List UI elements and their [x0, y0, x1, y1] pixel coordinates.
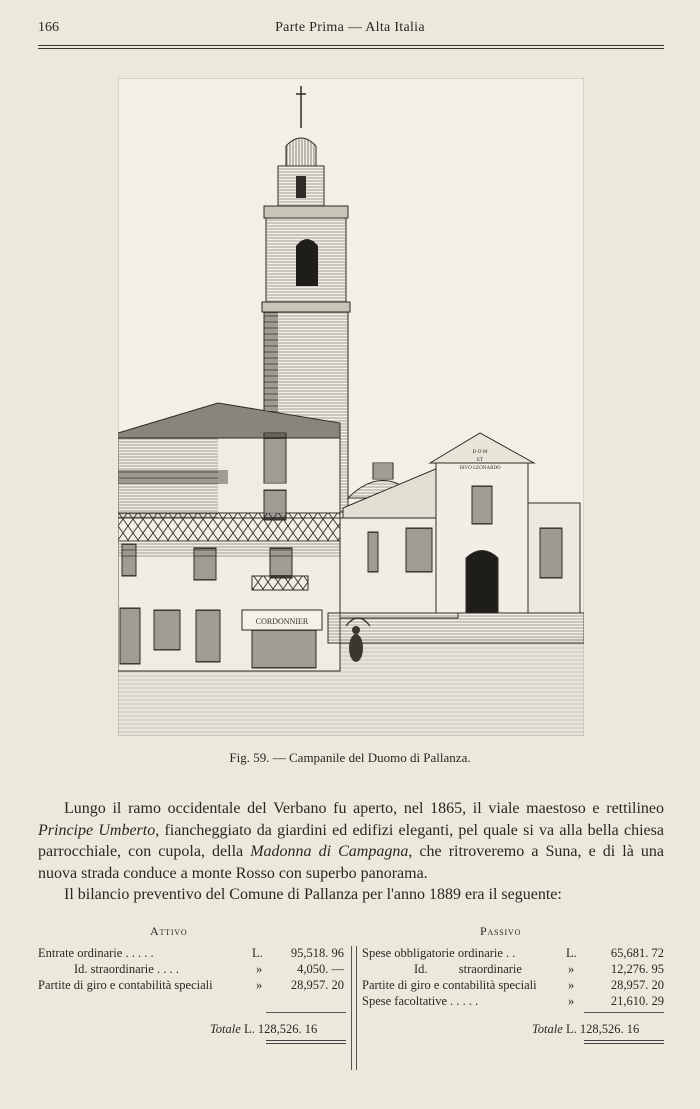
left-building	[118, 403, 340, 671]
passivo-sum-rule	[584, 1012, 664, 1013]
running-head: Parte Prima — Alta Italia	[275, 20, 425, 35]
attivo-heading: Attivo	[150, 924, 188, 938]
page-number: 166	[38, 20, 59, 35]
attivo-row: Partite di giro e contabilità speciali » 28,957. 20	[38, 978, 344, 992]
inscription-line1: D·O·M	[472, 450, 488, 455]
paragraph-1: Lungo il ramo occidentale del Verbano fu aperto, nel 1865, il viale maestoso e rettilineo Principe Umberto, fiancheggiato da giardini ed edifizi eleganti, pel quale si va alla bella chiesa parrocchiale, con cupola, della Madonna di Campagna, che ritroveremo a Suna, e di là una nuova strada conduce a monte Rosso con superbo panorama.	[38, 800, 664, 882]
inscription-line3: DIVO LEONARDO	[459, 466, 501, 471]
column-divider	[351, 946, 357, 1070]
passivo-total-rule	[584, 1040, 664, 1044]
shop-sign: CORDONNIER	[255, 617, 309, 626]
paragraph-2: Il bilancio preventivo del Comune di Pallanza per l'anno 1889 era il seguente:	[64, 886, 562, 903]
passivo-row: Spese facoltative . . . . . » 21,610. 29	[362, 994, 664, 1008]
attivo-column	[38, 946, 346, 994]
passivo-total: Totale L. 128,526. 16	[532, 1022, 640, 1036]
passivo-row: Partite di giro e contabilità speciali » 28,957. 20	[362, 978, 664, 992]
attivo-row: Entrate ordinarie . . . . . L. 95,518. 96	[38, 946, 344, 960]
attivo-total: Totale L. 128,526. 16	[210, 1022, 318, 1036]
passivo-column	[362, 946, 664, 1010]
figure-caption: Fig. 59. — Campanile del Duomo di Pallanza.	[229, 750, 471, 765]
header-rule	[38, 45, 664, 49]
attivo-row: Id. straordinarie . . . . » 4,050. —	[74, 962, 344, 976]
inscription-line2: ET	[476, 458, 484, 463]
campanile-engraving	[118, 78, 584, 736]
passivo-heading: Passivo	[480, 924, 522, 938]
attivo-sum-rule	[266, 1012, 346, 1013]
attivo-total-rule	[266, 1040, 346, 1044]
engraving-figure	[118, 78, 584, 736]
passivo-row: Spese obbligatorie ordinarie . . L. 65,681. 72	[362, 946, 664, 960]
passivo-row: Id. straordinarie » 12,276. 95	[414, 962, 664, 976]
body-text	[38, 798, 664, 906]
